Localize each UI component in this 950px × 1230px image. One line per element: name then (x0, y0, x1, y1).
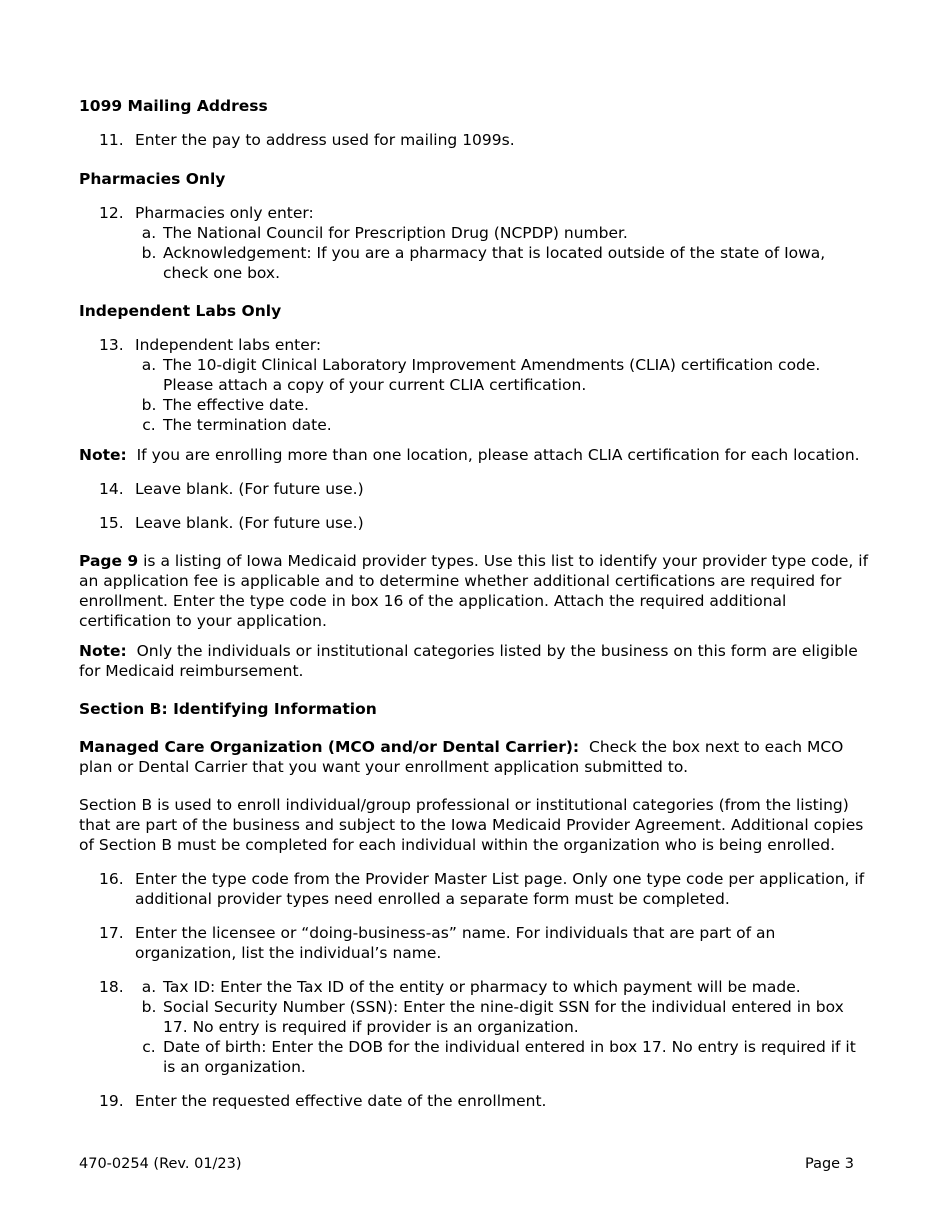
list-item-17 (99, 923, 869, 963)
section-b-intro: Section B is used to enroll individual/group professional or institutional categories (from the listing) that are part of the business and subject to the Iowa Medicaid Provider Agreement. Additional copies of Section B must be completed for each individual within the organization who is being enrolled. (79, 796, 864, 854)
mco-paragraph (79, 737, 869, 777)
list-item-11 (99, 130, 869, 150)
document-page (79, 96, 869, 1111)
item-number: 19. (99, 1092, 124, 1110)
note-label: Note: (79, 642, 127, 660)
item-number: 17. (99, 924, 124, 942)
item-text: Enter the type code from the Provider Master List page. Only one type code per application, if additional provider types need enrolled a separate form must be completed. (135, 870, 865, 908)
page-number: Page 3 (805, 1156, 854, 1172)
item-text: Enter the requested effective date of the enrollment. (135, 1092, 547, 1110)
note-label: Note: (79, 446, 127, 464)
mco-label: Managed Care Organization (MCO and/or Dental Carrier): (79, 738, 580, 756)
form-id: 470-0254 (Rev. 01/23) (79, 1156, 242, 1172)
sub-item-a: a. Tax ID: Enter the Tax ID of the entity or pharmacy to which payment will be made. (141, 978, 801, 996)
sub-item-c: c. Date of birth: Enter the DOB for the individual entered in box 17. No entry is required if it is an organization. (142, 1038, 856, 1076)
pharmacies-heading: Pharmacies Only (79, 170, 226, 188)
item-number: 14. (99, 480, 124, 498)
sub-item-b: b. Acknowledgement: If you are a pharmacy that is located outside of the state of Iowa, check one box. (141, 244, 826, 282)
list-item-18 (99, 977, 869, 1077)
item-number: 18. (99, 978, 124, 996)
list-item-13 (99, 335, 869, 435)
list-item-16 (99, 869, 869, 909)
section-b-heading: Section B: Identifying Information (79, 700, 377, 718)
sub-item-c: c. The termination date. (142, 416, 332, 434)
item-text: Enter the licensee or “doing-business-as” name. For individuals that are part of an organization, list the individual’s name. (135, 924, 776, 962)
item-text: Pharmacies only enter: (135, 204, 314, 222)
mco-text: Check the box next to each MCO plan or Dental Carrier that you want your enrollment application submitted to. (79, 738, 844, 776)
page9-label: Page 9 (79, 552, 139, 570)
item-text: Leave blank. (For future use.) (135, 480, 364, 498)
item-text: Enter the pay to address used for mailing 1099s. (135, 131, 515, 149)
item-number: 12. (99, 204, 124, 222)
page9-text: is a listing of Iowa Medicaid provider types. Use this list to identify your provider type code, if an application fee is applicable and to determine whether additional certifications are required for enrollment. Enter the type code in box 16 of the application. Attach the required additional certification to your application. (79, 552, 869, 630)
sub-item-a: a. The National Council for Prescription Drug (NCPDP) number. (141, 224, 628, 242)
sub-item-a: a. The 10-digit Clinical Laboratory Improvement Amendments (CLIA) certification code. Please attach a copy of your current CLIA certification. (141, 356, 821, 394)
sub-item-b: b. Social Security Number (SSN): Enter the nine-digit SSN for the individual entered in box 17. No entry is required if provider is an organization. (141, 998, 844, 1036)
reimbursement-note (79, 641, 869, 681)
clia-note (79, 445, 869, 465)
item-number: 15. (99, 514, 124, 532)
note-text: Only the individuals or institutional categories listed by the business on this form are eligible for Medicaid reimbursement. (79, 642, 858, 680)
item-text: Independent labs enter: (135, 336, 322, 354)
list-item-12 (99, 203, 869, 283)
item-text: Leave blank. (For future use.) (135, 514, 364, 532)
list-item-15 (99, 513, 869, 533)
note-text: If you are enrolling more than one location, please attach CLIA certification for each location. (136, 446, 860, 464)
mailing-heading: 1099 Mailing Address (79, 97, 268, 115)
list-item-14 (99, 479, 869, 499)
page9-paragraph (79, 551, 869, 631)
list-item-19 (99, 1091, 869, 1111)
sub-item-b: b. The effective date. (141, 396, 309, 414)
labs-heading: Independent Labs Only (79, 302, 282, 320)
item-number: 16. (99, 870, 124, 888)
item-number: 13. (99, 336, 124, 354)
item-number: 11. (99, 131, 124, 149)
